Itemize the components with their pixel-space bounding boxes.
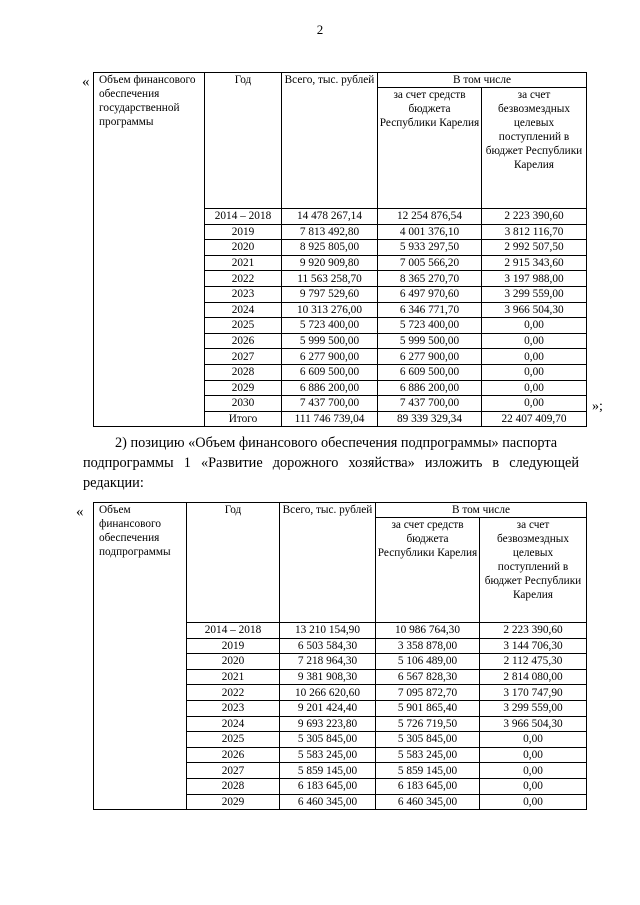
table2-data-row [94, 778, 587, 794]
table1-cell-total: 7 437 700,00 [282, 396, 378, 412]
table1-cell-budget: 5 933 297,50 [378, 240, 482, 256]
table2-cell-budget: 5 726 719,50 [376, 716, 480, 732]
table1-cell-budget: 5 723 400,00 [378, 318, 482, 334]
table1-data-row [94, 396, 587, 412]
table1-cell-budget: 6 497 970,60 [378, 286, 482, 302]
table1-cell-year: 2027 [205, 349, 282, 365]
table2-label-column-blank [94, 623, 187, 639]
table1-cell-grants: 0,00 [482, 349, 587, 365]
table1-cell-grants: 0,00 [482, 318, 587, 334]
table1-header-budget: за счет средств бюджета Республики Карелия [378, 88, 482, 209]
table1-label-column-blank [94, 396, 205, 412]
table1-data-row [94, 224, 587, 240]
table2-cell-budget: 5 305 845,00 [376, 732, 480, 748]
table2-cell-budget: 3 358 878,00 [376, 638, 480, 654]
table2-cell-total: 10 266 620,60 [280, 685, 376, 701]
table2-cell-total: 5 305 845,00 [280, 732, 376, 748]
table1-cell-grants: 0,00 [482, 380, 587, 396]
table1-data-row [94, 240, 587, 256]
table1-cell-grants: 22 407 409,70 [482, 411, 587, 427]
table2-cell-year: 2028 [187, 778, 280, 794]
table2-header-grants: за счет безвозмездных целевых поступлений в бюджет Республики Карелия [480, 518, 587, 623]
table1-cell-year: 2021 [205, 255, 282, 271]
table1-label-column-blank [94, 240, 205, 256]
table1-cell-year: 2028 [205, 364, 282, 380]
table1-label-column-blank [94, 349, 205, 365]
table2-cell-year: 2024 [187, 716, 280, 732]
table1-cell-grants: 3 299 559,00 [482, 286, 587, 302]
table1-row-label: Объем финансового обеспечения государственной программы [94, 73, 205, 209]
table2-data-row [94, 669, 587, 685]
table1-cell-total: 14 478 267,14 [282, 209, 378, 225]
table2-cell-grants: 0,00 [480, 763, 587, 779]
table1-cell-total: 6 609 500,00 [282, 364, 378, 380]
table1-label-column-blank [94, 380, 205, 396]
table2-cell-year: 2019 [187, 638, 280, 654]
table2-header-total: Всего, тыс. рублей [280, 503, 376, 623]
table1-data-row [94, 318, 587, 334]
table1-data-row [94, 302, 587, 318]
table2-data-row [94, 794, 587, 810]
table2-cell-grants: 3 966 504,30 [480, 716, 587, 732]
table2-data-row [94, 716, 587, 732]
table1-cell-grants: 3 197 988,00 [482, 271, 587, 287]
table1-cell-budget: 5 999 500,00 [378, 333, 482, 349]
table1-label-column-blank [94, 302, 205, 318]
table1-header-grants: за счет безвозмездных целевых поступлений в бюджет Республики Карелия [482, 88, 587, 209]
table2-data-row [94, 685, 587, 701]
table2-cell-total: 9 201 424,40 [280, 700, 376, 716]
table2-cell-year: 2023 [187, 700, 280, 716]
table1-cell-year: 2014 – 2018 [205, 209, 282, 225]
table1-cell-year: 2023 [205, 286, 282, 302]
table1-header-total: Всего, тыс. рублей [282, 73, 378, 209]
table1-cell-budget: 7 005 566,20 [378, 255, 482, 271]
table1-header-year: Год [205, 73, 282, 209]
table1-cell-grants: 0,00 [482, 333, 587, 349]
table1-cell-total: 6 886 200,00 [282, 380, 378, 396]
table2-cell-budget: 5 859 145,00 [376, 763, 480, 779]
amendment-paragraph [83, 434, 579, 493]
table1-label-column-blank [94, 364, 205, 380]
table2-header-budget: за счет средств бюджета Республики Карелия [376, 518, 480, 623]
table1-cell-year: 2020 [205, 240, 282, 256]
table1-cell-year: 2022 [205, 271, 282, 287]
table2-cell-year: 2021 [187, 669, 280, 685]
table2-cell-budget: 5 901 865,40 [376, 700, 480, 716]
table2-cell-budget: 6 567 828,30 [376, 669, 480, 685]
table1-label-column-blank [94, 286, 205, 302]
table1-cell-total: 111 746 739,04 [282, 411, 378, 427]
table2-row-label: Объем финансового обеспечения подпрограммы [94, 503, 187, 623]
table2-cell-grants: 0,00 [480, 732, 587, 748]
table2-cell-year: 2025 [187, 732, 280, 748]
table2-cell-grants: 2 223 390,60 [480, 623, 587, 639]
table1-cell-total: 9 797 529,60 [282, 286, 378, 302]
table2-data-row [94, 700, 587, 716]
table2-data-row [94, 763, 587, 779]
page-number: 2 [316, 22, 324, 37]
table1-data-row [94, 286, 587, 302]
table1-label-column-blank [94, 318, 205, 334]
table1-cell-year: 2025 [205, 318, 282, 334]
table1-data-row [94, 411, 587, 427]
table1-data-row [94, 255, 587, 271]
table1-cell-grants: 0,00 [482, 396, 587, 412]
table1-cell-grants: 0,00 [482, 364, 587, 380]
table1-data-row [94, 364, 587, 380]
table1-cell-year: 2026 [205, 333, 282, 349]
table1-cell-grants: 3 812 116,70 [482, 224, 587, 240]
table2-financing-subprogram [93, 502, 587, 810]
table1-cell-total: 8 925 805,00 [282, 240, 378, 256]
table2-cell-grants: 2 112 475,30 [480, 654, 587, 670]
table1-cell-total: 9 920 909,80 [282, 255, 378, 271]
table1-cell-total: 7 813 492,80 [282, 224, 378, 240]
table2-cell-grants: 3 170 747,90 [480, 685, 587, 701]
table1-cell-year: 2019 [205, 224, 282, 240]
table2-cell-grants: 2 814 080,00 [480, 669, 587, 685]
table1-cell-grants: 2 223 390,60 [482, 209, 587, 225]
table2-cell-total: 6 503 584,30 [280, 638, 376, 654]
table1-cell-year: 2030 [205, 396, 282, 412]
table1-label-column-blank [94, 209, 205, 225]
table1-cell-total: 5 999 500,00 [282, 333, 378, 349]
table1-data-row [94, 209, 587, 225]
table2-cell-budget: 5 106 489,00 [376, 654, 480, 670]
table2-cell-budget: 6 460 345,00 [376, 794, 480, 810]
table1-cell-year: 2029 [205, 380, 282, 396]
table1-data-row [94, 271, 587, 287]
table1-label-column-blank [94, 271, 205, 287]
table2-cell-total: 6 460 345,00 [280, 794, 376, 810]
table1-data-row [94, 349, 587, 365]
table2-data-row [94, 623, 587, 639]
table1-cell-year: 2024 [205, 302, 282, 318]
table1-label-column-blank [94, 411, 205, 427]
table2-cell-budget: 7 095 872,70 [376, 685, 480, 701]
table1-cell-budget: 7 437 700,00 [378, 396, 482, 412]
table2-cell-budget: 5 583 245,00 [376, 747, 480, 763]
table1-cell-total: 11 563 258,70 [282, 271, 378, 287]
table1-cell-total: 5 723 400,00 [282, 318, 378, 334]
table2-cell-year: 2014 – 2018 [187, 623, 280, 639]
table1-cell-grants: 3 966 504,30 [482, 302, 587, 318]
table1-data-row [94, 333, 587, 349]
table2-cell-grants: 3 299 559,00 [480, 700, 587, 716]
table2-label-column-blank [94, 778, 187, 794]
table1-label-column-blank [94, 255, 205, 271]
table1-cell-total: 6 277 900,00 [282, 349, 378, 365]
table2-cell-grants: 0,00 [480, 778, 587, 794]
table2-cell-year: 2026 [187, 747, 280, 763]
table1-cell-budget: 6 609 500,00 [378, 364, 482, 380]
table2-cell-year: 2020 [187, 654, 280, 670]
table2-label-column-blank [94, 716, 187, 732]
table2-label-column-blank [94, 654, 187, 670]
table2-label-column-blank [94, 638, 187, 654]
table2-cell-total: 7 218 964,30 [280, 654, 376, 670]
table2-label-column-blank [94, 747, 187, 763]
table1-open-quote: « [82, 74, 90, 90]
table2-cell-budget: 6 183 645,00 [376, 778, 480, 794]
table2-cell-grants: 0,00 [480, 794, 587, 810]
table1-cell-grants: 2 992 507,50 [482, 240, 587, 256]
table1-label-column-blank [94, 333, 205, 349]
table2-label-column-blank [94, 732, 187, 748]
table1-cell-budget: 12 254 876,54 [378, 209, 482, 225]
table2-cell-total: 6 183 645,00 [280, 778, 376, 794]
table1-label-column-blank [94, 224, 205, 240]
table2-cell-budget: 10 986 764,30 [376, 623, 480, 639]
table2-label-column-blank [94, 669, 187, 685]
table2-open-quote: « [76, 504, 84, 520]
table1-cell-budget: 8 365 270,70 [378, 271, 482, 287]
table2-label-column-blank [94, 794, 187, 810]
table2-label-column-blank [94, 685, 187, 701]
table1-cell-total: 10 313 276,00 [282, 302, 378, 318]
table2-cell-total: 13 210 154,90 [280, 623, 376, 639]
table2-cell-total: 9 381 908,30 [280, 669, 376, 685]
table1-cell-budget: 6 886 200,00 [378, 380, 482, 396]
table2-cell-year: 2027 [187, 763, 280, 779]
table1-cell-budget: 4 001 376,10 [378, 224, 482, 240]
table2-cell-grants: 3 144 706,30 [480, 638, 587, 654]
table1-cell-year: Итого [205, 411, 282, 427]
table1-cell-budget: 89 339 329,34 [378, 411, 482, 427]
table1-data-row [94, 380, 587, 396]
table1-cell-budget: 6 277 900,00 [378, 349, 482, 365]
table2-cell-year: 2029 [187, 794, 280, 810]
table1-cell-budget: 6 346 771,70 [378, 302, 482, 318]
table2-label-column-blank [94, 763, 187, 779]
table2-cell-total: 9 693 223,80 [280, 716, 376, 732]
table1-header-including: В том числе [378, 73, 587, 88]
table2-header-year: Год [187, 503, 280, 623]
table2-cell-grants: 0,00 [480, 747, 587, 763]
table2-data-row [94, 732, 587, 748]
table2-data-row [94, 638, 587, 654]
table1-financing-program [93, 72, 587, 427]
table2-cell-total: 5 583 245,00 [280, 747, 376, 763]
table1-cell-grants: 2 915 343,60 [482, 255, 587, 271]
table1-close-quote: »; [592, 399, 603, 414]
table2-cell-total: 5 859 145,00 [280, 763, 376, 779]
table2-cell-year: 2022 [187, 685, 280, 701]
paragraph-line1: 2) позицию «Объем финансового обеспечения подпрограммы» паспорта [115, 435, 558, 451]
paragraph-line2: подпрограммы 1 «Развитие дорожного хозяйства» изложить в следующей редакции: [83, 454, 579, 491]
table2-header-including: В том числе [376, 503, 587, 518]
table2-label-column-blank [94, 700, 187, 716]
table2-data-row [94, 654, 587, 670]
table2-data-row [94, 747, 587, 763]
